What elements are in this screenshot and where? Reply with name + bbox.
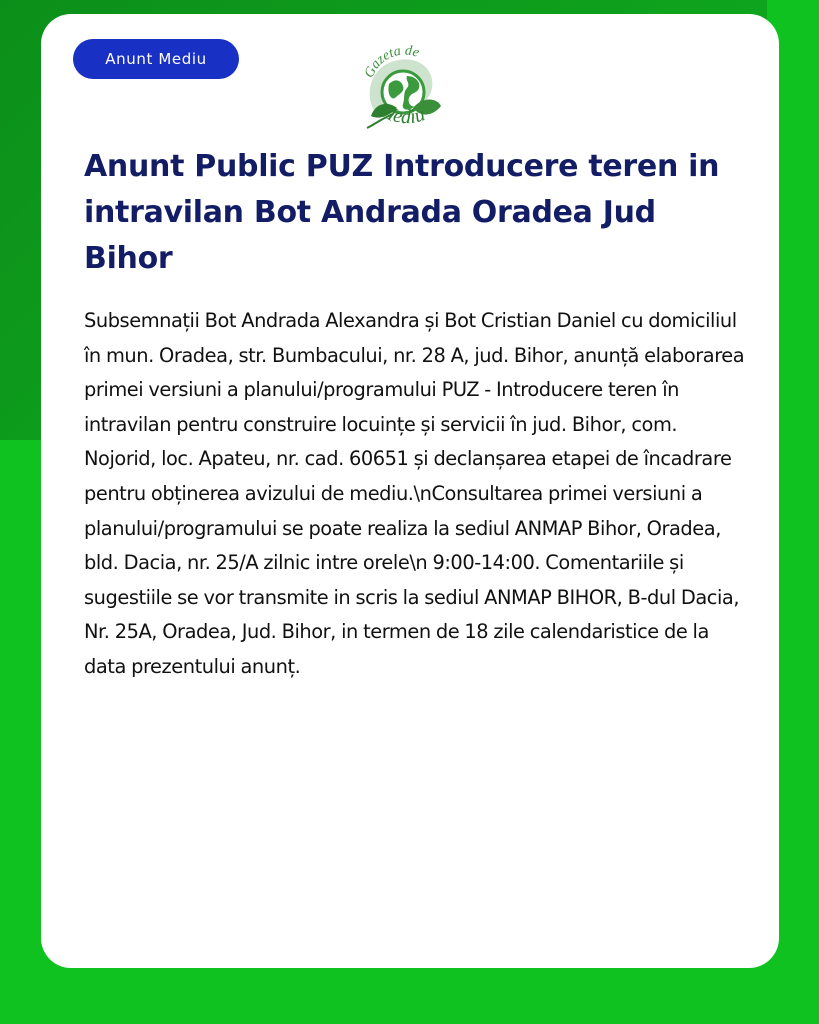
gazeta-de-mediu-logo-icon	[353, 34, 453, 140]
article-title: Anunt Public PUZ Introducere teren in intravilan Bot Andrada Oradea Jud Bihor	[84, 149, 720, 276]
category-badge[interactable]: Anunt Mediu	[73, 39, 239, 79]
logo-text-top: Gazeta de	[361, 43, 421, 81]
announcement-card	[41, 14, 779, 968]
article-body: Subsemnații Bot Andrada Alexandra și Bot Cristian Daniel cu domiciliul în mun. Oradea, str. Bumbacului, nr. 28 A, jud. Bihor, anunță elaborarea primei versiuni a planului/programului PUZ - Introducere teren în intravilan pentru construire locuințe și servicii în jud. Bihor, com. Nojorid, loc. Apateu, nr. cad. 60651 și declanșarea etapei de încadrare pentru obținerea avizului de mediu.\nConsultarea primei versiuni a planului/programului se poate realiza la sediul ANMAP Bihor, Oradea, bld. Dacia, nr. 25/A zilnic intre orele\n 9:00-14:00. Comentariile și sugestiile se vor transmite in scris la sediul ANMAP BIHOR, B-dul Dacia, Nr. 25A, Oradea, Jud. Bihor, in termen de 18 zile calendaristice de la data prezentului anunț.	[84, 309, 745, 678]
logo-text-bottom: Mediu	[374, 98, 428, 129]
